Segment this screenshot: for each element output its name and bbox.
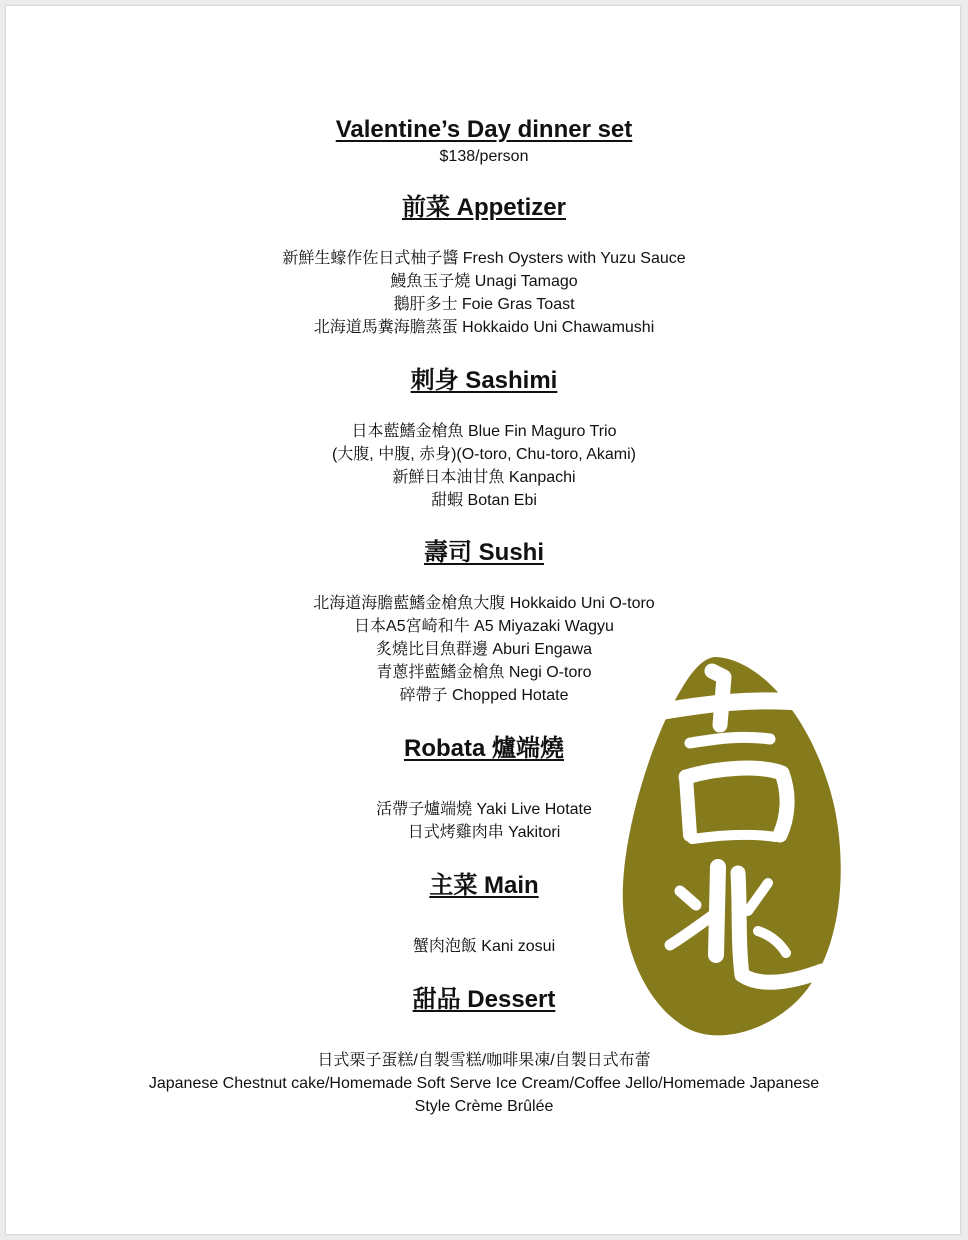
menu-item: 日本藍鰭金槍魚 Blue Fin Maguro Trio: [351, 423, 617, 440]
section-heading-robata: Robata 爐端燒: [403, 735, 564, 762]
menu-item: Style Crème Brûlée: [414, 1098, 554, 1115]
menu-item: 鰻魚玉子燒 Unagi Tamago: [390, 273, 578, 290]
menu-item: (大腹, 中腹, 赤身)(O-toro, Chu-toro, Akami): [331, 446, 637, 463]
menu-title: Valentine’s Day dinner set: [335, 116, 633, 143]
menu-price: $138/person: [439, 148, 529, 165]
section-heading-main: 主菜 Main: [429, 872, 539, 899]
menu-item: 新鮮日本油甘魚 Kanpachi: [392, 469, 576, 486]
sashimi-list: [0, 420, 968, 512]
kicho-logo-icon: [620, 655, 844, 1041]
section-heading-sushi: 壽司 Sushi: [423, 539, 544, 566]
menu-item: 青蔥拌藍鰭金槍魚 Negi O-toro: [376, 664, 592, 681]
menu-item: 炙燒比目魚群邊 Aburi Engawa: [375, 641, 593, 658]
section-heading-dessert: 甜品 Dessert: [412, 986, 556, 1013]
menu-item: 日式栗子蛋糕/自製雪糕/咖啡果凍/自製日式布蕾: [317, 1052, 651, 1069]
menu-item: 甜蝦 Botan Ebi: [431, 492, 537, 509]
menu-item: 北海道馬糞海膽蒸蛋 Hokkaido Uni Chawamushi: [313, 319, 655, 336]
menu-item: 日本A5宮崎和牛 A5 Miyazaki Wagyu: [354, 618, 614, 635]
menu-item: 蟹肉泡飯 Kani zosui: [412, 938, 556, 955]
dessert-list: [0, 1049, 968, 1118]
menu-item: 日式烤雞肉串 Yakitori: [407, 824, 561, 841]
menu-item: 碎帶子 Chopped Hotate: [399, 687, 569, 704]
menu-item: 鵝肝多士 Foie Gras Toast: [393, 296, 575, 313]
appetizer-list: [0, 247, 968, 339]
menu-item: Japanese Chestnut cake/Homemade Soft Serve Ice Cream/Coffee Jello/Homemade Japanese: [148, 1075, 820, 1092]
section-heading-appetizer: 前菜 Appetizer: [401, 194, 566, 221]
section-heading-sashimi: 刺身 Sashimi: [410, 367, 558, 394]
menu-item: 新鮮生蠔作佐日式柚子醬 Fresh Oysters with Yuzu Sauce: [282, 250, 686, 267]
menu-item: 北海道海膽藍鰭金槍魚大腹 Hokkaido Uni O-toro: [313, 595, 655, 612]
menu-item: 活帶子爐端燒 Yaki Live Hotate: [376, 801, 592, 818]
